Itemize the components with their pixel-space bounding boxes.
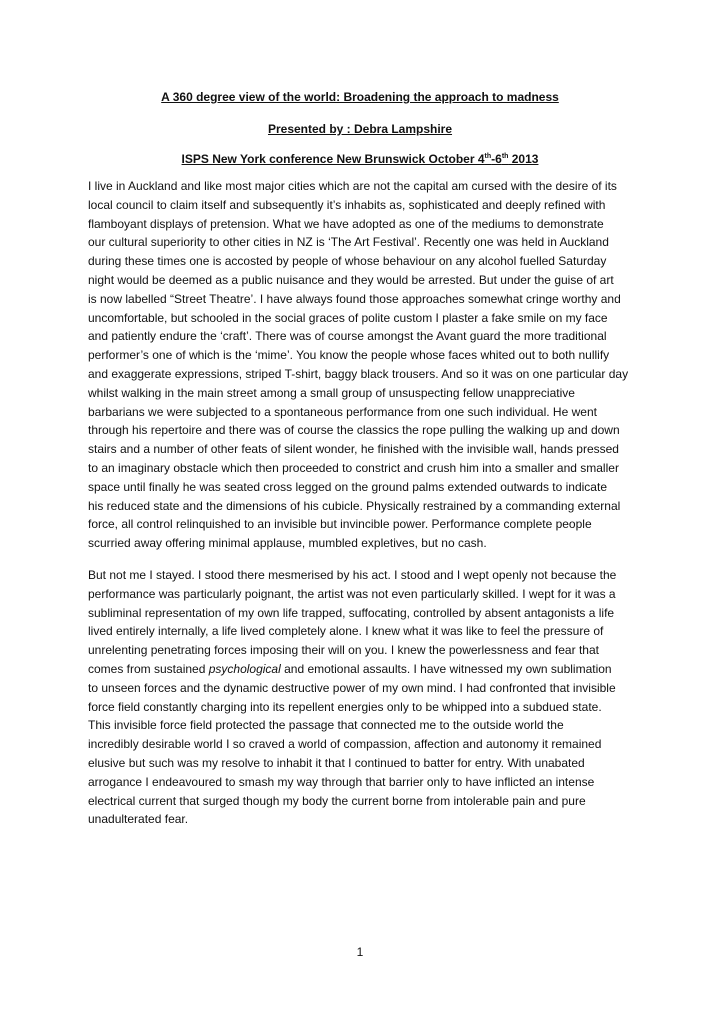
- paragraph-line: whilst walking in the main street among a small group of unsuspecting fellow unappreciative: [88, 385, 575, 400]
- paragraph-line: elusive but such was my resolve to inhabit it that I continued to batter for entry. With unabated: [88, 755, 585, 770]
- paragraph-line: is now labelled “Street Theatre’. I have always found those approaches somewhat cringe worthy and: [88, 291, 621, 306]
- emphasis-psychological: psychological: [208, 661, 281, 676]
- paragraph-line: electrical current that surged though my body the current borne from intolerable pain and pure: [88, 793, 586, 808]
- paragraph-line: through his repertoire and there was of course the classics the rope pulling the walking up and down: [88, 423, 620, 438]
- paragraph-line: night would be deemed as a public nuisance and they would be arrested. But under the guise of art: [88, 272, 614, 287]
- paragraph-line: during these times one is accosted by people of whose behaviour on any alcohol fuelled Saturday: [88, 254, 607, 269]
- document-title: A 360 degree view of the world: Broadening the approach to madness: [161, 90, 559, 104]
- paragraph-line: subliminal representation of my own life trapped, suffocating, controlled by absent antagonists a life: [88, 605, 615, 620]
- paragraph-line: performer’s one of which is the ‘mime’. You know the people whose faces whited out to both nullify: [88, 348, 610, 363]
- paragraph-line: space until finally he was seated cross legged on the ground palms extended outwards to indicate: [88, 479, 607, 494]
- paragraph-line: unadulterated fear.: [88, 812, 189, 827]
- paragraph-line: local council to claim itself and subsequently it’s inhabits as, sophisticated and deeply refined with: [88, 197, 606, 212]
- paragraph-line: to an imaginary obstacle which then proceeded to constrict and crush him into a smaller and smaller: [88, 460, 619, 475]
- paragraph-line: unrelenting penetrating forces imposing their will on you. I knew the powerlessness and fear that: [88, 643, 599, 658]
- conference-dash: -6: [491, 152, 502, 166]
- paragraph-line: barbarians we were subjected to a spontaneous performance from one such individual. He went: [88, 404, 597, 419]
- paragraph-line: scurried away offering minimal applause, mumbled expletives, but no cash.: [88, 536, 487, 551]
- paragraph-line: flamboyant displays of pretension. What we have adopted as one of the mediums to demonstrate: [88, 216, 604, 231]
- conference-sup-1: th: [484, 153, 492, 160]
- paragraph-line: our cultural superiority to other cities in NZ is ‘The Art Festival’. Recently one was held in Auckland: [88, 235, 609, 250]
- paragraph-line: I live in Auckland and like most major cities which are not the capital am cursed with the desire of its: [88, 179, 617, 193]
- conference-text: ISPS New York conference New Brunswick October 4: [181, 152, 485, 166]
- conference-year: 2013: [508, 152, 539, 166]
- presenter-line: Presented by : Debra Lampshire: [267, 122, 453, 136]
- paragraph-line: stairs and a number of other feats of silent wonder, he finished with the invisible wall, hands pressed: [88, 442, 619, 457]
- paragraph-2: [88, 566, 648, 829]
- paragraph-line: his reduced state and the dimensions of his cubicle. Physically restrained by a commanding external: [88, 498, 621, 513]
- paragraph-line: and exaggerate expressions, striped T-shirt, baggy black trousers. And so it was on one particular day: [88, 366, 629, 381]
- paragraph-line: performance was particularly poignant, the artist was not even particularly skilled. I wept for it was a: [88, 586, 616, 601]
- paragraph-line: uncomfortable, but schooled in the social graces of polite custom I plaster a fake smile on my face: [88, 310, 608, 325]
- paragraph-line: arrogance I endeavoured to smash my way through that barrier only to have inflicted an intense: [88, 774, 595, 789]
- paragraph-line: incredibly desirable world I so craved a world of compassion, affection and autonomy it remained: [88, 737, 602, 752]
- paragraph-line: force field constantly charging into its repellent energies only to be whipped into a subdued state.: [88, 699, 602, 714]
- page-number: 1: [356, 945, 364, 959]
- paragraph-line: and patiently endure the ‘craft’. There was of course amongst the Avant guard the more traditional: [88, 329, 607, 344]
- paragraph-1: [88, 177, 648, 553]
- line-text-before: comes from sustained: [88, 661, 209, 676]
- line-text-after: and emotional assaults. I have witnessed my own sublimation: [280, 661, 612, 676]
- paragraph-line-italic: [88, 660, 648, 679]
- paragraph-line: This invisible force field protected the passage that connected me to the outside world the: [88, 718, 564, 733]
- paragraph-line: force, all control relinquished to an invisible but invincible power. Performance complete people: [88, 517, 592, 532]
- conference-sup-2: th: [501, 153, 509, 160]
- paragraph-line: to unseen forces and the dynamic destructive power of my own mind. I had confronted that invisible: [88, 680, 616, 695]
- conference-line: [0, 152, 720, 166]
- paragraph-line: lived entirely internally, a life lived completely alone. I knew what it was like to feel the pressure of: [88, 624, 604, 639]
- paragraph-line: But not me I stayed. I stood there mesmerised by his act. I stood and I wept openly not because the: [88, 568, 617, 582]
